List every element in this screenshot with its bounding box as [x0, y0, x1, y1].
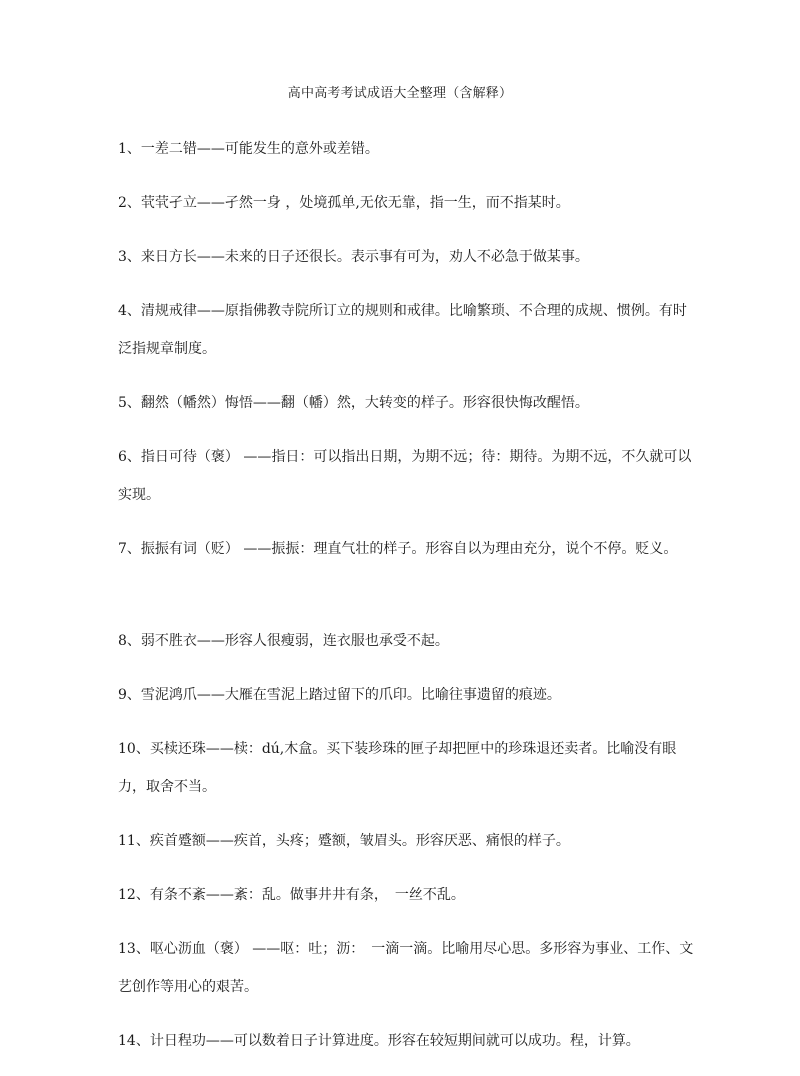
idiom-entry: 14、计日程功——可以数着日子计算进度。形容在较短期间就可以成功。程，计算。 [118, 1033, 640, 1049]
document-title: 高中高考考试成语大全整理（含解释） [287, 86, 513, 101]
idiom-entry: 1、一差二错——可能发生的意外或差错。 [118, 141, 379, 157]
idiom-entry: 5、翻然（幡然）悔悟——翻（幡）然，大转变的样子。形容很快悔改醒悟。 [118, 395, 589, 411]
idiom-entry: 2、茕茕孑立——孑然一身 ，处境孤单,无依无靠，指一生，而不指某时。 [118, 195, 570, 211]
idiom-entry: 10、买椟还珠——椟：dú,木盒。买下装珍珠的匣子却把匣中的珍珠退还卖者。比喻没有眼力，取舍不当。 [118, 741, 677, 795]
idiom-entry: 7、振振有词（贬） ——振振：理直气壮的样子。形容自以为理由充分，说个不停。贬义。 [118, 541, 678, 557]
idiom-entry: 8、弱不胜衣——形容人很瘦弱，连衣服也承受不起。 [118, 633, 449, 649]
idiom-list [118, 130, 698, 1076]
idiom-entry: 11、疾首蹙额——疾首，头疼；蹙额，皱眉头。形容厌恶、痛恨的样子。 [118, 833, 570, 849]
idiom-entry: 13、呕心沥血（褒） ——呕：吐；沥： 一滴一滴。比喻用尽心思。多形容为事业、工作、文艺创作等用心的艰苦。 [118, 941, 694, 995]
idiom-entry: 9、雪泥鸿爪——大雁在雪泥上踏过留下的爪印。比喻往事遗留的痕迹。 [118, 687, 561, 703]
idiom-entry: 3、来日方长——未来的日子还很长。表示事有可为，劝人不必急于做某事。 [118, 249, 589, 265]
idiom-entry: 6、指日可待（褒） ——指日：可以指出日期，为期不远；待：期待。为期不远，不久就可以实现。 [118, 449, 692, 503]
idiom-entry: 4、清规戒律——原指佛教寺院所订立的规则和戒律。比喻繁琐、不合理的成规、惯例。有时泛指规章制度。 [118, 303, 687, 357]
idiom-entry: 12、有条不紊——紊：乱。做事井井有条， 一丝不乱。 [118, 887, 465, 903]
